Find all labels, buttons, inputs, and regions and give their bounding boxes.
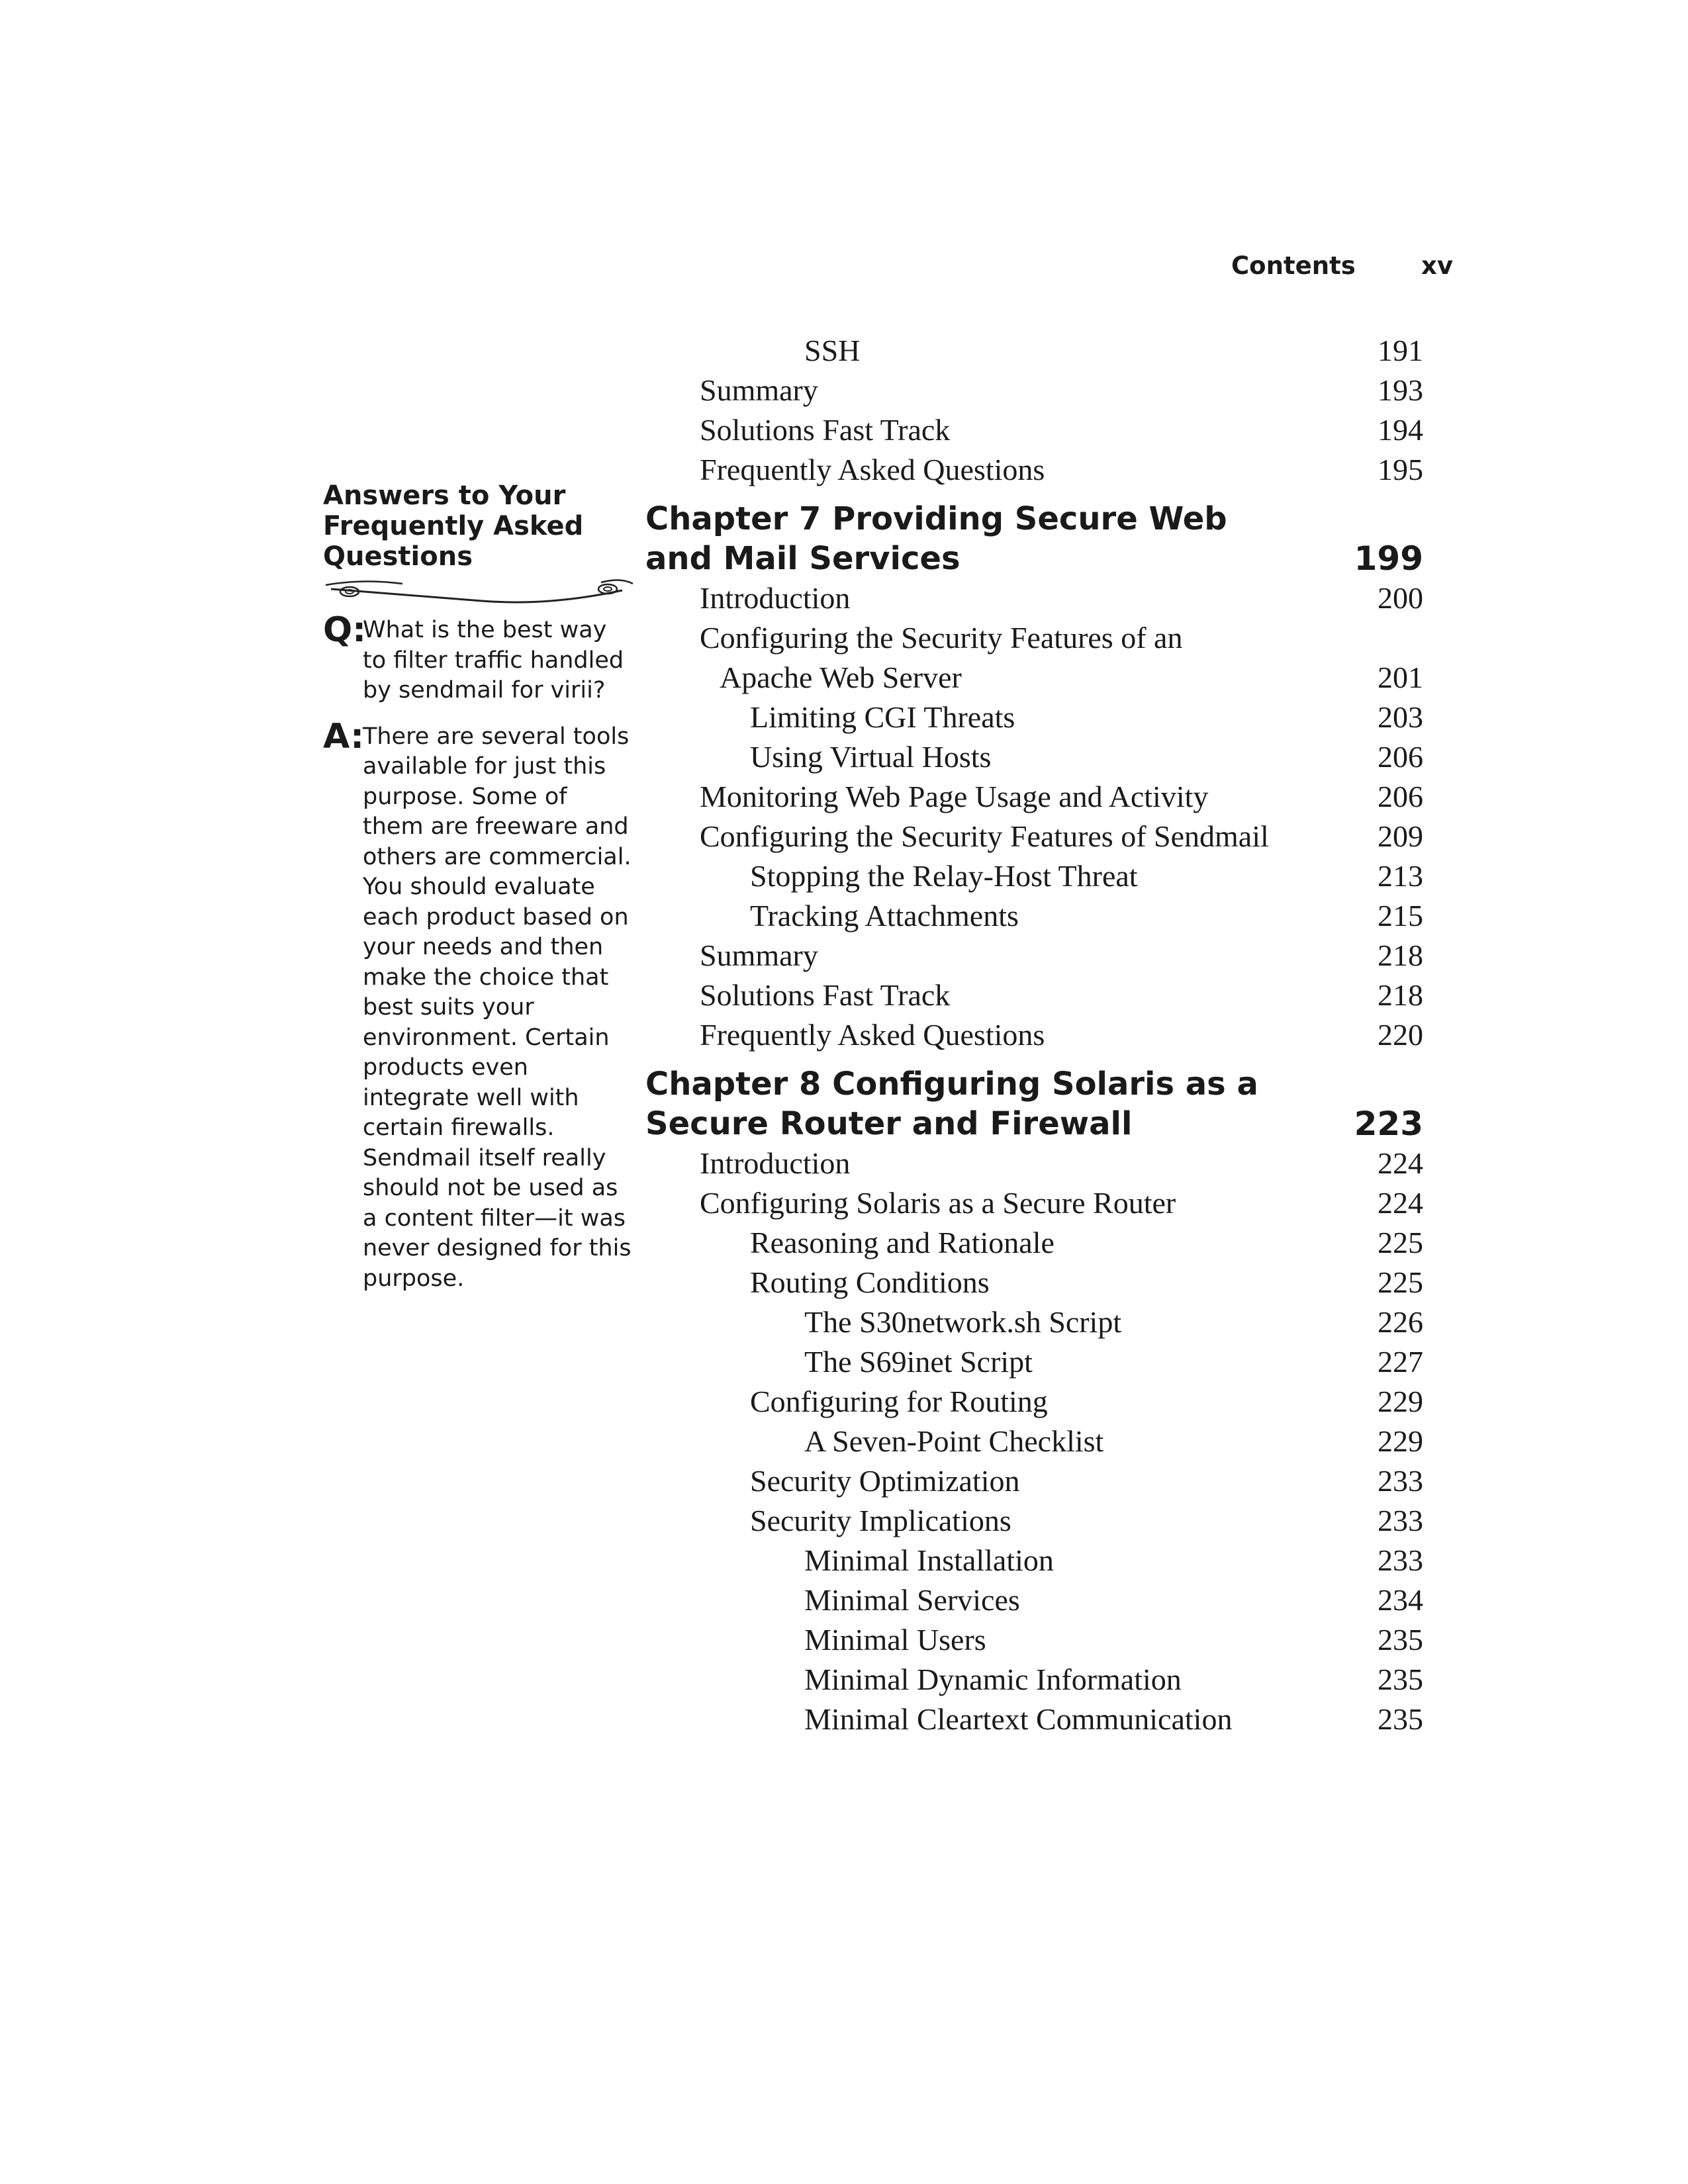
- toc-entry[interactable]: [645, 410, 1423, 450]
- toc-entry[interactable]: [645, 371, 1423, 410]
- table-of-contents: [645, 331, 1423, 1739]
- toc-entry-page: 194: [1378, 413, 1423, 447]
- toc-entry-page: 235: [1378, 1623, 1423, 1657]
- toc-entry[interactable]: [645, 936, 1423, 976]
- toc-entry-title: Configuring for Routing: [750, 1385, 1048, 1418]
- chapter-8-heading[interactable]: [645, 1064, 1423, 1144]
- toc-entry[interactable]: [645, 1620, 1423, 1660]
- answer-line: purpose.: [363, 1265, 465, 1292]
- toc-entry[interactable]: [645, 618, 1423, 658]
- toc-entry[interactable]: [645, 331, 1423, 371]
- toc-entry-page: 191: [1378, 334, 1423, 367]
- toc-entry-title: Apache Web Server: [720, 660, 962, 694]
- answer-line: each product based on: [363, 903, 629, 931]
- question-label: Q:: [323, 610, 366, 650]
- toc-entry[interactable]: [645, 1223, 1423, 1263]
- running-head: [1231, 251, 1453, 291]
- toc-entry-page: 235: [1378, 1702, 1423, 1736]
- toc-entry[interactable]: [645, 1501, 1423, 1541]
- question-line: What is the best way: [363, 617, 607, 643]
- answer-line: should not be used as: [363, 1175, 618, 1201]
- faq-question: [323, 610, 634, 706]
- toc-entry-title: Summary: [700, 938, 818, 972]
- faq-answer: [323, 716, 634, 1295]
- toc-entry-title: Reasoning and Rationale: [750, 1226, 1055, 1259]
- answer-line: purpose. Some of: [363, 783, 567, 810]
- running-head-title: Contents: [1231, 251, 1356, 280]
- toc-entry[interactable]: [645, 1541, 1423, 1580]
- toc-entry[interactable]: [645, 658, 1423, 698]
- chapter-page: 199: [1354, 539, 1423, 578]
- faq-sidebar: [323, 480, 634, 1294]
- toc-entry-title: Using Virtual Hosts: [750, 740, 992, 774]
- toc-entry-page: 234: [1378, 1583, 1423, 1617]
- toc-entry-page: 218: [1378, 978, 1423, 1012]
- answer-line: others are commercial.: [363, 843, 632, 870]
- answer-line: certain firewalls.: [363, 1115, 555, 1141]
- toc-entry-page: 220: [1378, 1018, 1423, 1052]
- toc-entry-title: Solutions Fast Track: [700, 413, 951, 447]
- toc-entry[interactable]: [645, 1263, 1423, 1302]
- toc-entry-title: Summary: [700, 373, 818, 407]
- toc-entry-title: Minimal Services: [804, 1583, 1020, 1617]
- toc-entry-title: Introduction: [700, 1146, 851, 1180]
- answer-line: environment. Certain: [363, 1024, 610, 1051]
- toc-entry-title: Stopping the Relay-Host Threat: [750, 859, 1138, 893]
- toc-entry-page: 203: [1378, 700, 1423, 734]
- toc-entry[interactable]: [645, 1700, 1423, 1739]
- toc-entry-title: The S30network.sh Script: [804, 1305, 1122, 1339]
- answer-line: available for just this: [363, 753, 606, 780]
- toc-entry-page: 233: [1378, 1504, 1423, 1537]
- answer-line: Sendmail itself really: [363, 1144, 606, 1171]
- toc-entry-page: 206: [1378, 740, 1423, 774]
- toc-entry-page: 218: [1378, 938, 1423, 972]
- toc-entry-page: 233: [1378, 1464, 1423, 1498]
- toc-entry-page: 206: [1378, 780, 1423, 813]
- toc-entry-page: 195: [1378, 453, 1423, 486]
- toc-entry-page: 224: [1378, 1146, 1423, 1180]
- toc-entry-page: 227: [1378, 1345, 1423, 1379]
- toc-entry[interactable]: [645, 450, 1423, 490]
- toc-entry[interactable]: [645, 1422, 1423, 1461]
- chapter-title-line: and Mail Services: [645, 540, 961, 577]
- toc-entry-page: 229: [1378, 1424, 1423, 1458]
- toc-entry-title: SSH: [804, 334, 861, 367]
- toc-entry[interactable]: [645, 1342, 1423, 1382]
- toc-entry-page: 193: [1378, 373, 1423, 407]
- toc-entry-title: A Seven-Point Checklist: [804, 1424, 1104, 1458]
- answer-line: your needs and then: [363, 934, 604, 960]
- answer-line: a content filter—it was: [363, 1205, 626, 1232]
- toc-entry-page: 213: [1378, 859, 1423, 893]
- answer-line: never designed for this: [363, 1235, 632, 1261]
- toc-entry[interactable]: [645, 1660, 1423, 1700]
- toc-entry-page: 224: [1378, 1186, 1423, 1220]
- toc-entry-title: Minimal Users: [804, 1623, 986, 1657]
- toc-entry-title: Tracking Attachments: [750, 899, 1019, 933]
- toc-entry-title: Configuring Solaris as a Secure Router: [700, 1186, 1176, 1220]
- answer-line: them are freeware and: [363, 813, 629, 840]
- toc-entry[interactable]: [645, 1302, 1423, 1342]
- toc-entry-page: 209: [1378, 819, 1423, 853]
- sidebar-heading: [323, 480, 634, 572]
- toc-entry-title: Minimal Installation: [804, 1543, 1054, 1577]
- toc-entry[interactable]: [645, 1382, 1423, 1422]
- toc-entry-page: 215: [1378, 899, 1423, 933]
- toc-entry-page: 226: [1378, 1305, 1423, 1339]
- toc-entry-title: Security Optimization: [750, 1464, 1020, 1498]
- question-line: to filter traffic handled: [363, 647, 624, 674]
- toc-entry-title: Minimal Cleartext Communication: [804, 1702, 1233, 1736]
- toc-entry[interactable]: [645, 1015, 1423, 1055]
- toc-entry[interactable]: [645, 777, 1423, 817]
- question-line: by sendmail for virii?: [363, 677, 606, 704]
- toc-entry[interactable]: [645, 698, 1423, 737]
- answer-label: A:: [323, 716, 365, 756]
- toc-entry-title: Minimal Dynamic Information: [804, 1662, 1182, 1696]
- page-number: xv: [1421, 251, 1453, 280]
- toc-entry-page: 233: [1378, 1543, 1423, 1577]
- swirl-divider-icon: [323, 574, 634, 608]
- chapter-page: 223: [1354, 1105, 1423, 1143]
- toc-entry[interactable]: [645, 1144, 1423, 1183]
- chapter-title-line: Chapter 8 Configuring Solaris as a: [645, 1066, 1258, 1103]
- chapter-title-line: Secure Router and Firewall: [645, 1105, 1133, 1142]
- toc-entry-page: 225: [1378, 1265, 1423, 1299]
- answer-line: integrate well with: [363, 1084, 579, 1111]
- toc-entry[interactable]: [645, 817, 1423, 856]
- toc-entry-title: Introduction: [700, 581, 851, 615]
- sidebar-heading-line: Frequently Asked: [323, 511, 584, 541]
- toc-entry-title: Frequently Asked Questions: [700, 1018, 1045, 1052]
- toc-entry[interactable]: [645, 976, 1423, 1015]
- toc-entry-page: 201: [1378, 660, 1423, 694]
- toc-entry[interactable]: [645, 1183, 1423, 1223]
- toc-entry-page: 200: [1378, 581, 1423, 615]
- sidebar-heading-line: Questions: [323, 541, 473, 572]
- toc-entry-title: Configuring the Security Features of Sendmail: [700, 819, 1269, 853]
- toc-entry-title: Configuring the Security Features of an: [700, 621, 1183, 655]
- toc-entry[interactable]: [645, 737, 1423, 777]
- answer-line: best suits your: [363, 994, 534, 1021]
- toc-entry[interactable]: [645, 896, 1423, 936]
- toc-entry[interactable]: [645, 856, 1423, 896]
- toc-entry-page: 235: [1378, 1662, 1423, 1696]
- answer-line: You should evaluate: [363, 874, 595, 900]
- toc-entry-title: Routing Conditions: [750, 1265, 990, 1299]
- toc-entry[interactable]: [645, 1580, 1423, 1620]
- answer-line: There are several tools: [363, 723, 630, 750]
- toc-entry-title: The S69inet Script: [804, 1345, 1033, 1379]
- chapter-7-heading[interactable]: [645, 499, 1423, 578]
- toc-entry-title: Security Implications: [750, 1504, 1011, 1537]
- toc-entry[interactable]: [645, 1461, 1423, 1501]
- toc-entry-title: Limiting CGI Threats: [750, 700, 1015, 734]
- toc-entry-title: Monitoring Web Page Usage and Activity: [700, 780, 1209, 813]
- answer-line: make the choice that: [363, 964, 609, 991]
- answer-line: products even: [363, 1054, 528, 1081]
- toc-entry-page: 229: [1378, 1385, 1423, 1418]
- toc-entry[interactable]: [645, 578, 1423, 618]
- toc-entry-page: 225: [1378, 1226, 1423, 1259]
- chapter-title-line: Chapter 7 Providing Secure Web: [645, 500, 1227, 537]
- toc-entry-title: Solutions Fast Track: [700, 978, 951, 1012]
- sidebar-heading-line: Answers to Your: [323, 480, 566, 511]
- toc-entry-title: Frequently Asked Questions: [700, 453, 1045, 486]
